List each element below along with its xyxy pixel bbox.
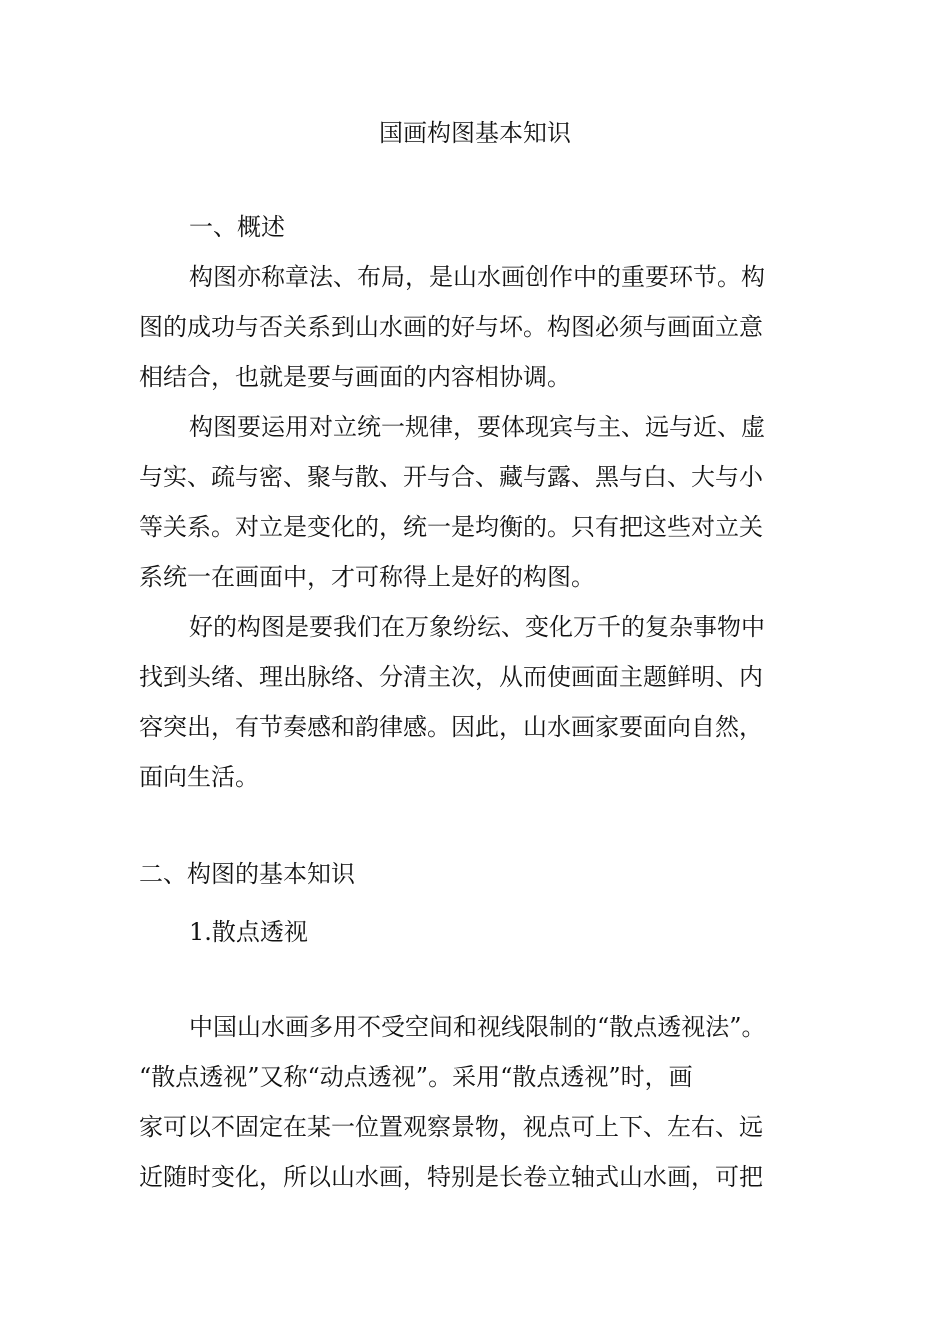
paragraph-line: 系统一在画面中，才可称得上是好的构图。 [139, 563, 595, 591]
paragraph-line: 中国山水画多用不受空间和视线限制的“散点透视法”。 [189, 1013, 766, 1041]
paragraph-line: 等关系。对立是变化的，统一是均衡的。只有把这些对立关 [139, 513, 763, 541]
paragraph-line: 图的成功与否关系到山水画的好与坏。构图必须与画面立意 [139, 313, 763, 341]
paragraph-line: 面向生活。 [139, 763, 259, 791]
paragraph-line: 找到头绪、理出脉络、分清主次，从而使画面主题鲜明、内 [139, 663, 763, 691]
paragraph-line: 构图要运用对立统一规律，要体现宾与主、远与近、虚 [189, 413, 765, 441]
section-heading-basics: 二、构图的基本知识 [139, 860, 355, 888]
paragraph-line: 家可以不固定在某一位置观察景物，视点可上下、左右、远 [139, 1113, 763, 1141]
paragraph-line: 相结合，也就是要与画面的内容相协调。 [139, 363, 571, 391]
paragraph-line: 近随时变化，所以山水画，特别是长卷立轴式山水画，可把 [139, 1163, 763, 1191]
paragraph-line: 构图亦称章法、布局，是山水画创作中的重要环节。构 [189, 263, 765, 291]
paragraph-line: 与实、疏与密、聚与散、开与合、藏与露、黑与白、大与小 [139, 463, 763, 491]
section-heading-overview: 一、概述 [189, 213, 285, 241]
paragraph-line: 容突出，有节奏感和韵律感。因此，山水画家要面向自然， [139, 713, 763, 741]
paragraph-line: 好的构图是要我们在万象纷纭、变化万千的复杂事物中 [189, 613, 765, 641]
subsection-heading: 1.散点透视 [189, 918, 308, 946]
document-title: 国画构图基本知识 [379, 119, 571, 147]
paragraph-line: “散点透视”又称“动点透视”。采用“散点透视”时，画 [139, 1063, 693, 1091]
